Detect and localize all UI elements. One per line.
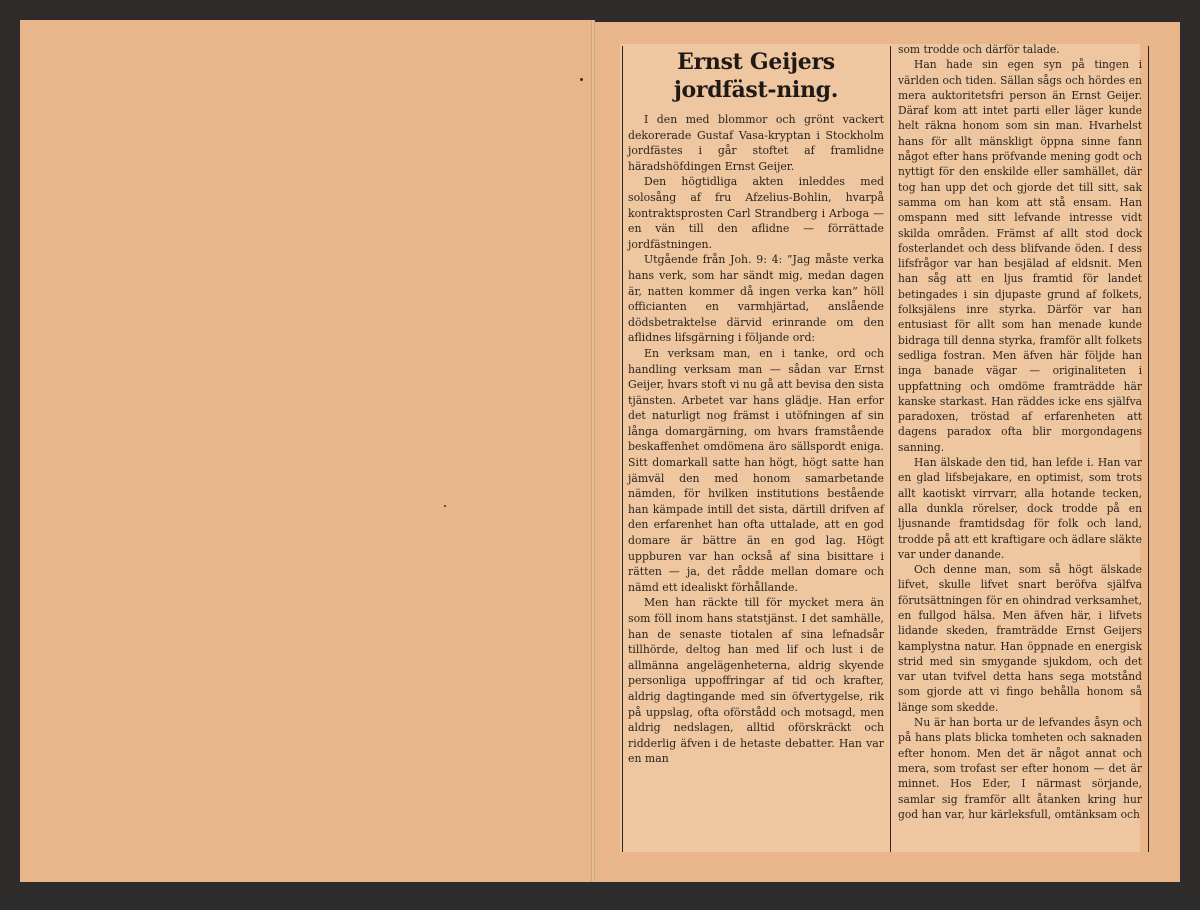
article-column-1 [628, 44, 884, 767]
paragraph: Men han räckte till för mycket mera än som föll inom hans statstjänst. I det samhälle, han de senaste tiotalen af sina lefnadsår tillhörde, deltog han med lif och lust i de allmänna angelägenheterna, aldrig skyende personliga uppoffringar af tid och krafter, aldrig dagtingande med sin öfvertygelse, rik på uppslag, ofta oförstådd och motsagd, men aldrig nedslagen, alltid oförskräckt och ridderlig äfven i de hetaste debatter. Han var en man [628, 596, 884, 766]
paragraph: I den med blommor och grönt vackert dekorerade Gustaf Vasa-kryptan i Stockholm jordfästes i går stoftet af framlidne häradshöfdingen Ernst Geijer. [628, 113, 884, 173]
article-column-2 [898, 42, 1142, 822]
paragraph: Han hade sin egen syn på tingen i världen och tiden. Sällan sågs och hördes en mera auktoritetsfri person än Ernst Geijer. Däraf kom att intet parti eller läger kunde helt räkna honom som sin man. Hvarhelst hans för allt mänskligt öppna sinne fann något efter hans pröfvande mening godt och nyttigt för den enskilde eller samhället, där tog han upp det och gjorde det till sitt, sak samma om han kom att stå ensam. Han omspann med sitt lefvande intresse vidt skilda områden. Främst af allt stod dock fosterlandet och dess blifvande öden. I dess lifsfrågor var han besjälad af eldsnit. Men han såg att en ljus framtid för landet betingades i sin djupaste grund af folkets, folksjälens inre styrka. Därför var han entusiast för allt som han menade kunde bidraga till denna styrka, framför allt folkets sedliga fostran. Men äfven här följde han inga banade vägar — originaliteten i uppfattning och omdöme framträdde här kanske starkast. Han räddes icke ens själfva paradoxen, tröstad af erfarenheten att dagens paradox ofta blir morgondagens sanning. [898, 58, 1142, 454]
paragraph: Utgående från Joh. 9: 4: ”Jag måste verka hans verk, som har sändt mig, medan dagen är, natten kommer då ingen verka kan” höll officianten en varmhjärtad, anslående dödsbetraktelse därvid erinrande om den aflidnes lifsgärning i följande ord: [628, 253, 884, 345]
paper-speck [444, 505, 446, 507]
paragraph: som trodde och därför talade. [898, 43, 1060, 56]
clipping-left-rule [622, 46, 623, 852]
clipping-right-rule [1148, 46, 1149, 852]
page-fold [591, 20, 595, 882]
paper-speck [580, 78, 583, 81]
paragraph: Och denne man, som så högt älskade lifvet, skulle lifvet snart beröfva själfva förutsättningen för en ohindrad verksamhet, en fullgod hälsa. Men äfven här, i lifvets lidande skeden, framträdde Ernst Geijers kamplystna natur. Han öppnade en energisk strid med sin smygande sjukdom, och det var utan tvifvel detta hans sega motstånd som gjorde att vi fingo behålla honom så länge som skedde. [898, 563, 1142, 714]
left-page [20, 20, 592, 882]
article-title: Ernst Geijers jordfäst-ning. [673, 49, 839, 103]
paragraph: Nu är han borta ur de lefvandes åsyn och på hans plats blicka tomheten och saknaden efter honom. Men det är något annat och mera, som trofast ser efter honom — det är minnet. Hos Eder, I närmast sörjande, samlar sig framför allt åtanken kring hur god han var, hur kärleksfull, omtänksam och [898, 716, 1142, 821]
paragraph: En verksam man, en i tanke, ord och handling verksam man — sådan var Ernst Geijer, hvars stoft vi nu gå att bevisa den sista tjänsten. Arbetet var hans glädje. Han erfor det naturligt nog främst i utöfningen af sin långa domargärning, om hvars framstående beskaffenhet omdömena äro sällspordt eniga. Sitt domarkall satte han högt, högt satte han jämväl den med honom samarbetande nämden, för hvilken institutions bestående han kämpade intill det sista, därtill drifven af den erfarenhet han ofta uttalade, att en god domare är bättre än en god lag. Högt uppburen var han också af sina bisittare i rätten — ja, det rådde mellan domare och nämd ett idealiskt förhållande. [628, 346, 884, 594]
column-divider [890, 46, 891, 852]
paragraph: Den högtidliga akten inleddes med solosång af fru Afzelius-Bohlin, hvarpå kontraktsprosten Carl Strandberg i Arboga — en vän till den aflidne — förrättade jordfästningen. [628, 175, 884, 251]
paragraph: Han älskade den tid, han lefde i. Han var en glad lifsbejakare, en optimist, som trots allt kaotiskt virrvarr, alla hotande tecken, alla dunkla rörelser, dock trodde på en ljusnande framtidsdag för folk och land, trodde på att ett kraftigare och ädlare släkte var under danande. [898, 456, 1142, 561]
